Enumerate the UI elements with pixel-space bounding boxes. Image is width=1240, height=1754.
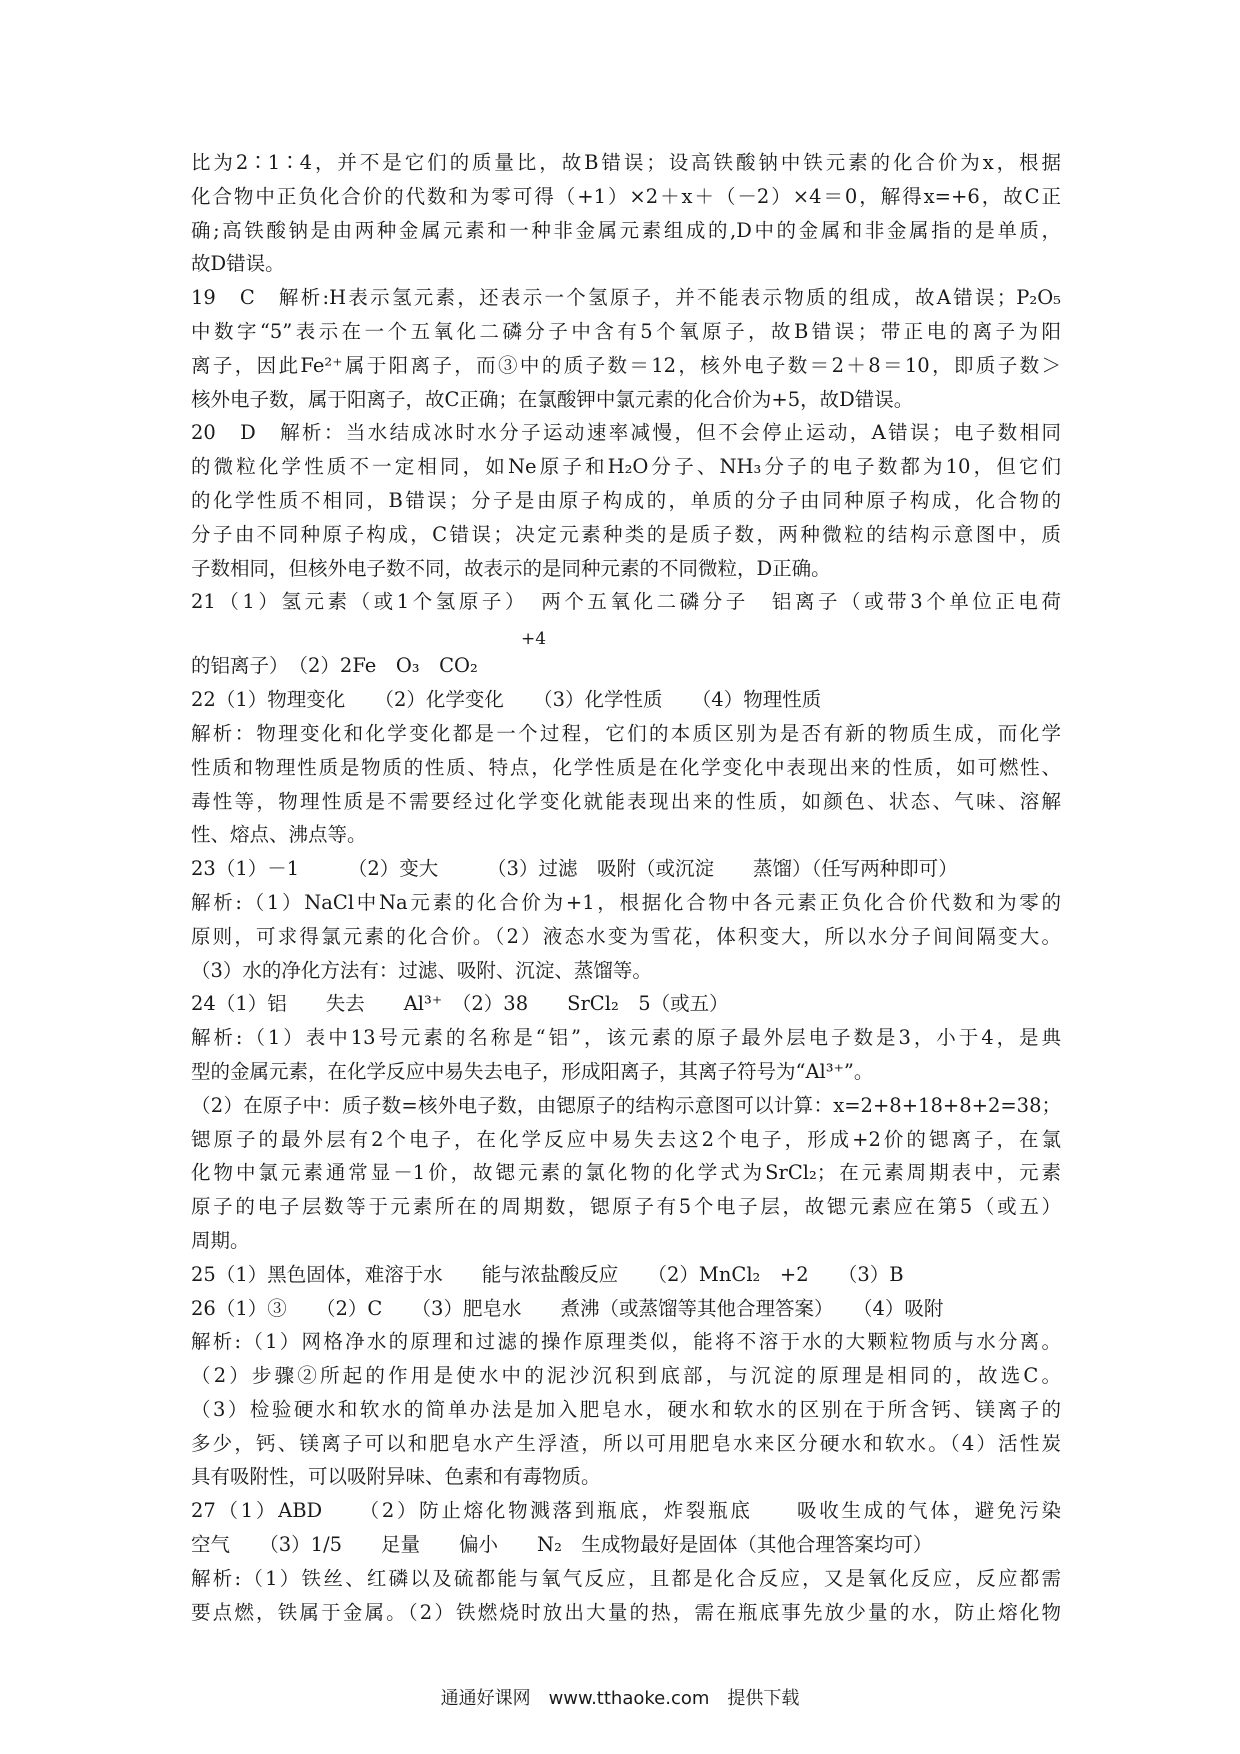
text-line: 20 D 解析：当水结成冰时水分子运动速率减慢，但不会停止运动，A错误；电子数相同 [191,421,1061,445]
oxidation-state-mark: +4 [521,629,547,650]
text-line: 解析:（1）表中13号元素的名称是“铝”，该元素的原子最外层电子数是3，小于4，是典 [191,1026,1061,1050]
text-line: 分子由不同种原子构成，C错误；决定元素种类的是质子数，两种微粒的结构示意图中，质 [191,522,1061,546]
text-line: 的微粒化学性质不一定相同，如Ne原子和H₂O分子、NH₃分子的电子数都为10，但它们 [191,455,1061,479]
text-line: 解析:（1）NaCl中Na元素的化合价为+1，根据化合物中各元素正负化合价代数和为零的 [191,890,1061,914]
text-line: （2）步骤②所起的作用是使水中的泥沙沉积到底部，与沉淀的原理是相同的，故选C。 [191,1364,1061,1388]
text-line: 故D错误。 [191,252,285,276]
text-line: 原子的电子层数等于元素所在的周期数，锶原子有5个电子层，故锶元素应在第5（或五） [191,1195,1061,1219]
text-line: 毒性等，物理性质是不需要经过化学变化就能表现出来的性质，如颜色、状态、气味、溶解 [191,789,1061,813]
text-line: 25（1）黑色固体，难溶于水 能与浓盐酸反应 （2）MnCl₂ +2 （3）B [191,1262,904,1286]
text-line: 核外电子数，属于阳离子，故C正确；在氯酸钾中氯元素的化合价为+5，故D错误。 [191,387,914,411]
answer-21-tail [191,619,1061,683]
text-line: 化合物中正负化合价的代数和为零可得（+1）×2＋x＋（－2）×4＝0，解得x=+6，故C正 [191,184,1061,208]
text-line: 26（1）③ （2）C （3）肥皂水 煮沸（或蒸馏等其他合理答案） （4）吸附 [191,1296,944,1320]
text-line: 27（1）ABD （2）防止熔化物溅落到瓶底，炸裂瓶底 吸收生成的气体，避免污染 [191,1499,1061,1523]
text-line: 子数相同，但核外电子数不同，故表示的是同种元素的不同微粒，D正确。 [191,556,831,580]
text-line: 周期。 [191,1228,250,1252]
text-line: （3）水的净化方法有：过滤、吸附、沉淀、蒸馏等。 [191,958,652,982]
text-line: 确;高铁酸钠是由两种金属元素和一种非金属元素组成的,D中的金属和非金属指的是单质， [191,218,1061,242]
text-line: 19 C 解析:H表示氢元素，还表示一个氢原子，并不能表示物质的组成，故A错误；P₂O₅ [191,286,1061,310]
text-line: （3）检验硬水和软水的简单办法是加入肥皂水，硬水和软水的区别在于所含钙、镁离子的 [191,1397,1061,1421]
text-line: 性质和物理性质是物质的性质、特点，化学性质是在化学变化中表现出来的性质，如可燃性、 [191,755,1061,779]
text-line: 空气 （3）1/5 足量 偏小 N₂ 生成物最好是固体（其他合理答案均可） [191,1533,933,1557]
text-line: 解析：物理变化和化学变化都是一个过程，它们的本质区别为是否有新的物质生成，而化学 [191,721,1061,745]
text-line: 具有吸附性，可以吸附异味、色素和有毒物质。 [191,1465,601,1489]
text-line: 要点燃，铁属于金属。（2）铁燃烧时放出大量的热，需在瓶底事先放少量的水，防止熔化物 [191,1600,1061,1624]
text-line: 的铝离子） （2）2Fe O₃ CO₂ [191,654,478,678]
text-line: 解析:（1）网格净水的原理和过滤的操作原理类似，能将不溶于水的大颗粒物质与水分离。 [191,1330,1061,1354]
text-line: 解析:（1）铁丝、红磷以及硫都能与氧气反应，且都是化合反应，又是氧化反应，反应都需 [191,1566,1061,1590]
text-line: 多少，钙、镁离子可以和肥皂水产生浮渣，所以可用肥皂水来区分硬水和软水。（4）活性炭 [191,1431,1061,1455]
answer-text-body [191,146,1061,1629]
text-line: 性、熔点、沸点等。 [191,823,367,847]
text-line: 22（1）物理变化 （2）化学变化 （3）化学性质 （4）物理性质 [191,688,822,712]
text-line: 锶原子的最外层有2个电子，在化学反应中易失去这2个电子，形成+2价的锶离子，在氯 [191,1127,1061,1151]
text-line: 原则，可求得氯元素的化合价。（2）液态水变为雪花，体积变大，所以水分子间间隔变大。 [191,924,1061,948]
text-line: 中数字“5”表示在一个五氧化二磷分子中含有5个氧原子，故B错误；带正电的离子为阳 [191,319,1061,343]
text-line: 24（1）铝 失去 Al³⁺ （2）38 SrCl₂ 5（或五） [191,992,729,1016]
text-line: 化物中氯元素通常显－1价，故锶元素的氯化物的化学式为SrCl₂；在元素周期表中，元素 [191,1161,1061,1185]
text-line: 型的金属元素，在化学反应中易失去电子，形成阳离子，其离子符号为“Al³⁺”。 [191,1059,874,1083]
page-footer: 通通好课网 www.tthaoke.com 提供下载 [440,1688,800,1709]
text-line: 23（1）－1 （2）变大 （3）过滤 吸附（或沉淀 蒸馏）（任写两种即可） [191,857,958,881]
text-line: 的化学性质不相同，B错误；分子是由原子构成的，单质的分子由同种原子构成，化合物的 [191,488,1061,512]
text-line: 21（1）氢元素（或1个氢原子） 两个五氧化二磷分子 铝离子（或带3个单位正电荷 [191,590,1061,614]
text-line: （2）在原子中：质子数=核外电子数，由锶原子的结构示意图可以计算：x=2+8+18+8+2=38； [191,1093,1061,1117]
text-line: 离子，因此Fe²⁺属于阳离子，而③中的质子数＝12，核外电子数＝2＋8＝10，即质子数＞ [191,353,1061,377]
text-line: 比为2∶1∶4，并不是它们的质量比，故B错误；设高铁酸钠中铁元素的化合价为x，根据 [191,151,1061,174]
